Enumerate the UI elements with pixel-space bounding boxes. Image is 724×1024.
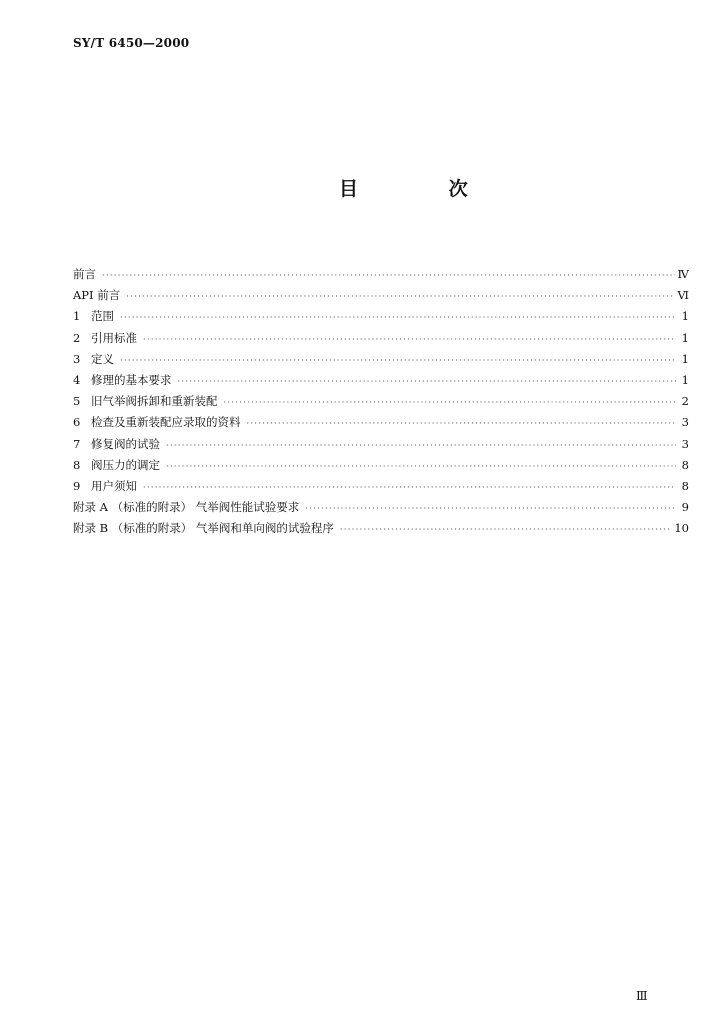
toc-entry-foreword[interactable]	[73, 264, 689, 285]
table-of-contents	[73, 264, 689, 539]
leader-dots	[166, 435, 676, 456]
leader-dots	[166, 456, 676, 477]
leader-dots	[120, 307, 676, 328]
toc-entry-label: 附录 B （标准的附录） 气举阀和单向阀的试验程序	[73, 521, 334, 536]
toc-entry-label: 旧气举阀拆卸和重新装配	[91, 394, 218, 409]
toc-entry-label: 用户须知	[91, 478, 137, 493]
toc-entry-page: 8	[681, 457, 689, 472]
toc-entry-page: 9	[681, 500, 689, 515]
leader-dots	[143, 477, 676, 498]
toc-entry-page: Ⅳ	[677, 267, 689, 281]
standard-code: SY/T 6450—2000	[73, 36, 190, 50]
toc-entry-number: 8	[73, 457, 81, 472]
leader-dots	[143, 329, 676, 350]
toc-entry-page: 2	[681, 394, 689, 409]
toc-entry-page: 8	[681, 478, 689, 493]
leader-dots	[224, 392, 677, 413]
toc-entry-number: 5	[73, 394, 81, 409]
toc-entry-page: 1	[681, 330, 689, 345]
leader-dots	[178, 371, 677, 392]
leader-dots	[340, 519, 671, 540]
toc-entry-number: 6	[73, 415, 81, 430]
toc-entry-page: Ⅵ	[677, 288, 689, 303]
toc-entry-page: 10	[674, 521, 689, 536]
toc-entry-api-foreword[interactable]	[73, 285, 689, 306]
toc-entry-label: 附录 A （标准的附录） 气举阀性能试验要求	[73, 500, 300, 515]
toc-entry-label: 引用标准	[91, 330, 137, 345]
toc-entry-number: 2	[73, 330, 81, 345]
leader-dots	[305, 498, 676, 519]
toc-entry-page: 1	[681, 351, 689, 366]
toc-entry-references[interactable]	[73, 328, 689, 349]
toc-entry-label: 定义	[91, 351, 114, 366]
toc-entry-user-notes[interactable]	[73, 476, 689, 497]
toc-entry-label: 前言	[73, 267, 96, 281]
toc-entry-pressure-setting[interactable]	[73, 455, 689, 476]
toc-entry-label: 修复阀的试验	[91, 436, 160, 451]
toc-entry-number: 4	[73, 372, 81, 387]
toc-entry-page: 1	[681, 372, 689, 387]
leader-dots	[102, 265, 675, 286]
leader-dots	[247, 413, 677, 434]
page-number: Ⅲ	[636, 989, 648, 1003]
toc-entry-label: 修理的基本要求	[91, 372, 172, 387]
toc-entry-inspection-records[interactable]	[73, 412, 689, 433]
toc-entry-label: 阀压力的调定	[91, 457, 160, 472]
toc-entry-page: 1	[681, 309, 689, 324]
toc-entry-definitions[interactable]	[73, 349, 689, 370]
toc-entry-label: 检查及重新装配应录取的资料	[91, 415, 241, 430]
toc-entry-label: 范围	[91, 309, 114, 324]
toc-entry-number: 9	[73, 478, 81, 493]
toc-entry-label: API 前言	[73, 288, 121, 303]
toc-entry-page: 3	[681, 436, 689, 451]
toc-entry-disassembly[interactable]	[73, 391, 689, 412]
leader-dots	[120, 350, 676, 371]
toc-entry-page: 3	[681, 415, 689, 430]
toc-entry-number: 7	[73, 436, 81, 451]
toc-entry-scope[interactable]	[73, 306, 689, 327]
leader-dots	[126, 286, 674, 307]
toc-entry-repaired-valve-test[interactable]	[73, 434, 689, 455]
toc-entry-appendix-b[interactable]	[73, 518, 689, 539]
toc-entry-number: 3	[73, 351, 81, 366]
toc-entry-basic-requirements[interactable]	[73, 370, 689, 391]
toc-entry-appendix-a[interactable]	[73, 497, 689, 518]
toc-entry-number: 1	[73, 309, 81, 324]
toc-title: 目 次	[339, 178, 510, 200]
